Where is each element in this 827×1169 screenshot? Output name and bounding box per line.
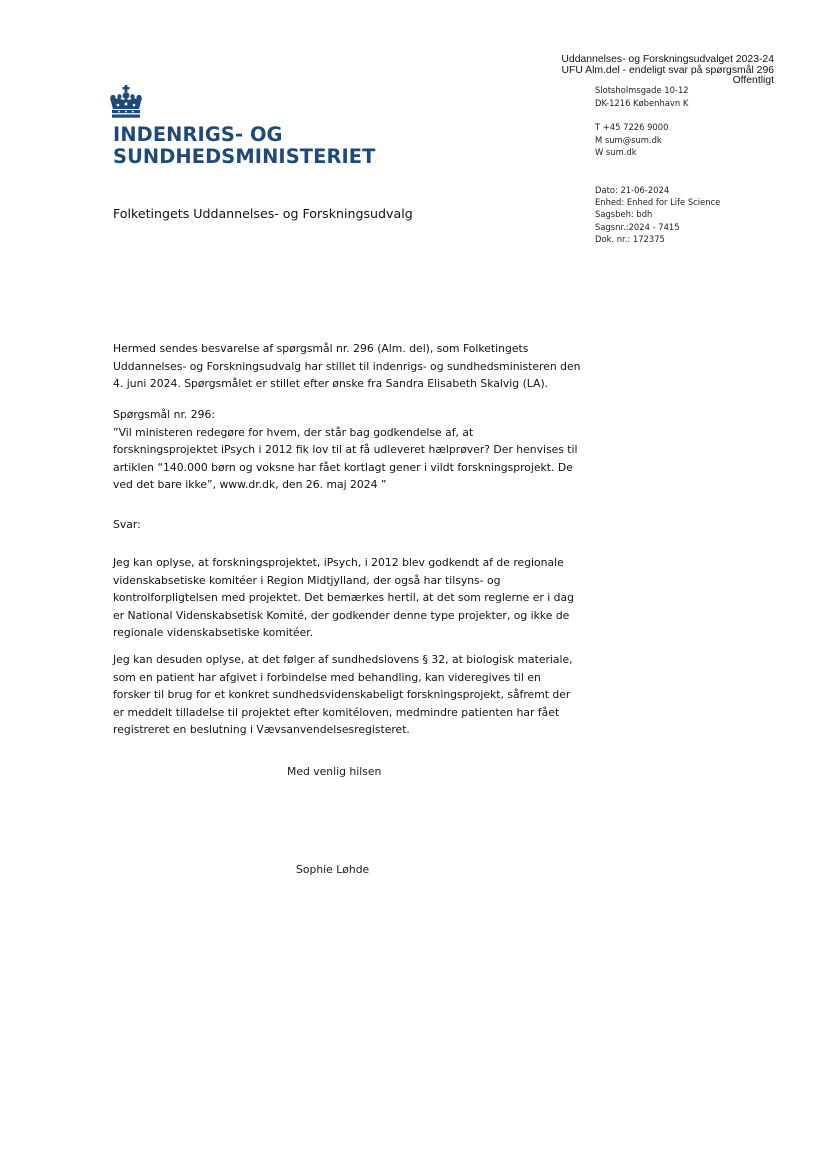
contact-block [595,84,689,159]
signature: Sophie Løhde [296,863,370,876]
crown-icon [107,85,145,119]
stamp-line-reference: UFU Alm.del - endeligt svar på spørgsmål 296 [561,64,774,76]
answer-line: er National Videnskabsetisk Komité, der godkender denne type projekter, og ikke de [113,608,570,622]
address-line1: Slotsholmsgade 10-12 [595,85,689,95]
ministry-name-line2: SUNDHEDSMINISTERIET [113,145,376,168]
answer-line: kontrolforpligtelsen med projektet. Det bemærkes hertil, at det som reglerne er i dag [113,591,574,604]
answer-paragraph-1 [113,554,573,642]
ministry-logo-text [113,124,375,168]
case-metadata [595,184,720,245]
answer-paragraph-2 [113,651,573,739]
answer-line: Jeg kan desuden oplyse, at det følger af sundhedslovens § 32, at biologisk materiale, [113,653,573,666]
unit: Enhed: Enhed for Life Science [595,197,721,208]
address-line2: DK-1216 København K [595,97,689,108]
date: Dato: 21-06-2024 [595,185,670,195]
closing: Med venlig hilsen [287,765,382,778]
question-line: ”Vil ministeren redegøre for hvem, der står bag godkendelse af, at [113,425,474,439]
answer-line: regionale videnskabsetiske komitéer. [113,626,314,639]
stamp-line-committee: Uddannelses- og Forskningsudvalget 2023-24 [561,54,774,65]
question-heading: Spørgsmål nr. 296: [113,408,216,421]
case-number: Sagsnr.:2024 - 7415 [595,221,680,232]
question-line: artiklen “140.000 børn og voksne har fået kortlagt gener i vildt forskningsprojekt. De [113,460,573,474]
caseworker: Sagsbeh: bdh [595,209,653,220]
answer-line: som en patient har afgivet i forbindelse med behandling, kan videregives til en [113,670,541,684]
answer-label: Svar: [113,518,141,531]
intro-paragraph [113,340,581,393]
parliament-stamp [561,55,774,87]
answer-line: Jeg kan oplyse, at forskningsprojektet, iPsych, i 2012 blev godkendt af de regionale [113,556,564,569]
email: M sum@sum.dk [595,134,662,145]
website: W sum.dk [595,147,637,157]
intro-line: 4. juni 2024. Spørgsmålet er stillet efter ønske fra Sandra Elisabeth Skalvig (LA). [113,377,549,390]
question-line: ved det bare ikke”, www.dr.dk, den 26. maj 2024 ” [113,478,387,491]
document-number: Dok. nr.: 172375 [595,233,665,244]
question-paragraph [113,406,578,494]
recipient: Folketingets Uddannelses- og Forskningsudvalg [113,206,413,221]
answer-line: er meddelt tilladelse til projektet efter komitéloven, medmindre patienten har fået [113,705,560,719]
intro-line: Uddannelses- og Forskningsudvalg har stillet til indenrigs- og sundhedsministeren den [113,359,581,373]
answer-line: forsker til brug for et konkret sundhedsvidenskabeligt forskningsprojekt, såfremt der [113,688,571,701]
answer-line: registreret en beslutning i Vævsanvendelsesregisteret. [113,723,410,736]
question-line: forskningsprojektet iPsych i 2012 fik lov til at få udleveret hælprøver? Der henvises til [113,443,578,456]
intro-line: Hermed sendes besvarelse af spørgsmål nr. 296 (Alm. del), som Folketingets [113,342,529,355]
stamp-line-public: Offentligt [732,75,774,86]
phone: T +45 7226 9000 [595,122,669,132]
answer-line: videnskabsetiske komitéer i Region Midtjylland, der også har tilsyns- og [113,573,501,587]
ministry-name-line1: INDENRIGS- OG [113,123,283,146]
